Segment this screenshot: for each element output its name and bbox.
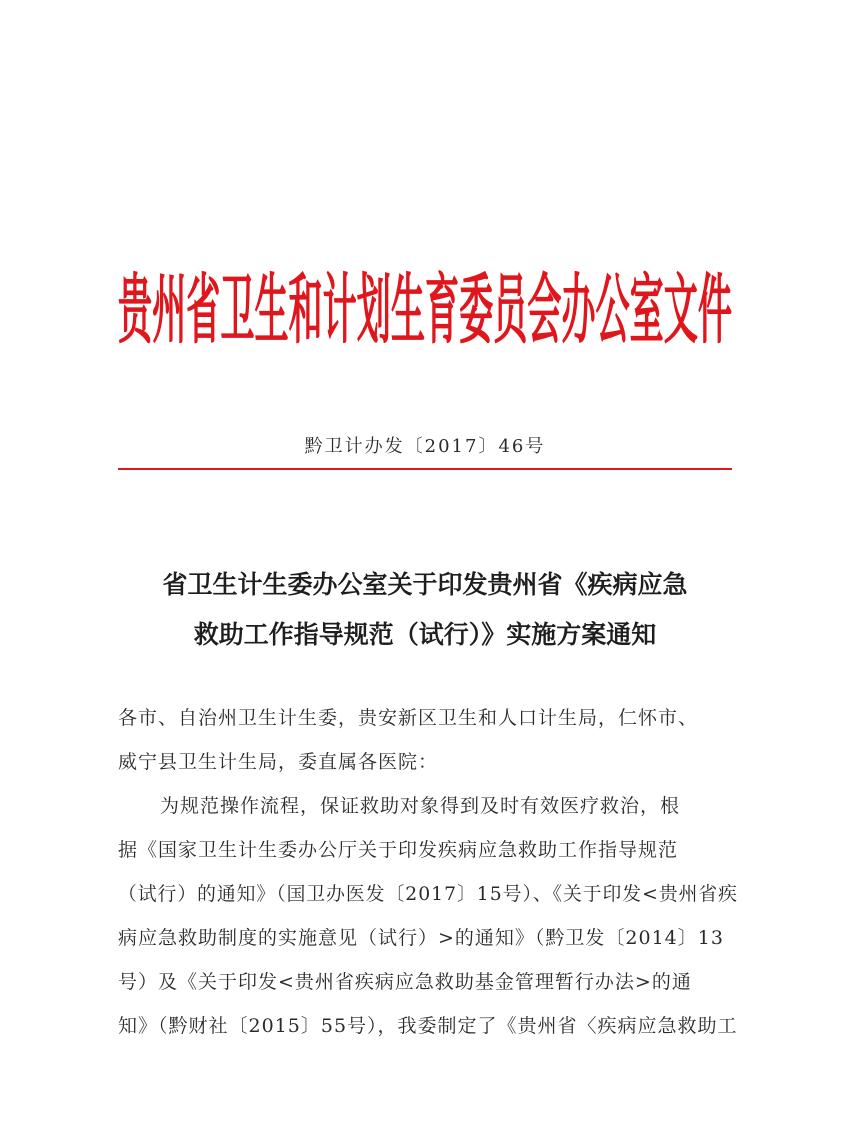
title-line-1: 省卫生计生委办公室关于印发贵州省《疾病应急 — [162, 570, 688, 599]
document-number: 黔卫计办发〔2017〕46号 — [304, 436, 546, 457]
body-line-recipients-2: 威宁县卫生计生局，委直属各医院： — [118, 751, 439, 773]
body-line: （试行）的通知》（国卫办医发〔2017〕15号）、《关于印发<贵州省疾 — [118, 883, 738, 905]
masthead — [118, 258, 732, 350]
body-line: 病应急救助制度的实施意见（试行）>的通知》（黔卫发〔2014〕13 — [118, 927, 724, 949]
title-line-2: 救助工作指导规范（试行）》实施方案通知 — [193, 620, 657, 649]
body-line: 知》（黔财社〔2015〕55号），我委制定了《贵州省〈疾病应急救助工 — [118, 1015, 738, 1037]
body-line-recipients-1: 各市、自治州卫生计生委，贵安新区卫生和人口计生局，仁怀市、 — [118, 707, 699, 729]
document-title — [100, 560, 750, 660]
body-line: 号）及《关于印发<贵州省疾病应急救助基金管理暂行办法>的通 — [118, 971, 692, 993]
red-divider-line — [118, 468, 732, 470]
body-line: 据《国家卫生计生委办公厅关于印发疾病应急救助工作指导规范 — [118, 839, 679, 861]
body-line-paragraph-start: 为规范操作流程，保证救助对象得到及时有效医疗救治，根 — [160, 795, 681, 817]
masthead-title: 贵州省卫生和计划生育委员会办公室文件 — [118, 265, 732, 350]
document-body — [118, 696, 738, 1048]
